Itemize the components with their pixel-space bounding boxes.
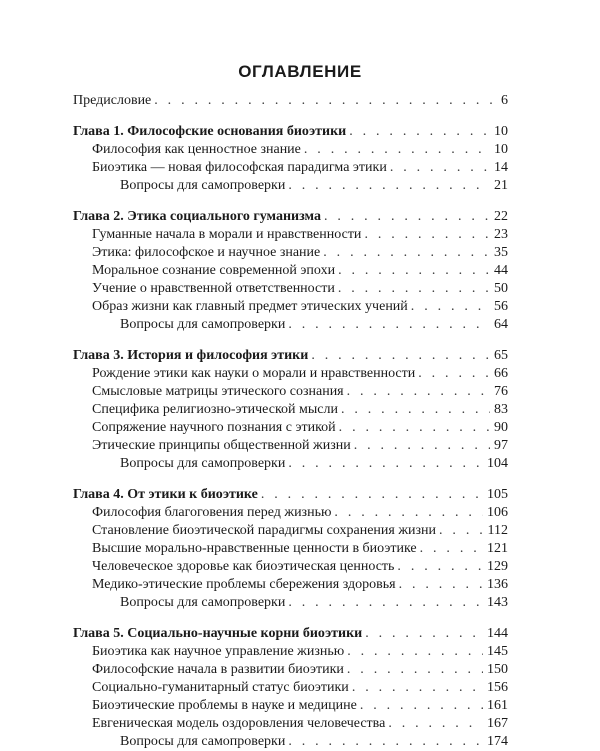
toc-entry-section[interactable] <box>92 365 508 383</box>
dot-leader <box>304 141 490 159</box>
dot-leader <box>154 92 497 110</box>
dot-leader <box>338 280 490 298</box>
entry-page: 50 <box>494 281 508 296</box>
entry-label: Образ жизни как главный предмет этических учений <box>92 299 408 314</box>
entry-label: Человеческое здоровье как биоэтическая ценность <box>92 559 395 574</box>
entry-label: Философские начала в развитии биоэтики <box>92 662 344 677</box>
entry-page: 167 <box>487 716 508 731</box>
entry-label: Этика: философское и научное знание <box>92 245 321 260</box>
toc-title: ОГЛАВЛЕНИЕ <box>238 62 362 81</box>
dot-leader <box>388 715 483 733</box>
entry-page: 65 <box>494 348 508 363</box>
entry-page: 106 <box>487 505 508 520</box>
toc-entry-section[interactable] <box>92 401 508 419</box>
entry-label: Сопряжение научного познания с этикой <box>92 420 336 435</box>
toc-entry-questions[interactable] <box>120 733 508 751</box>
toc-entry-section[interactable] <box>92 540 508 558</box>
entry-page: 35 <box>494 245 508 260</box>
toc-entry-section[interactable] <box>92 298 508 316</box>
dot-leader <box>311 347 490 365</box>
entry-label: Медико-этические проблемы сбережения здоровья <box>92 577 396 592</box>
toc-entry-section[interactable] <box>92 244 508 262</box>
toc-entry-chapter-4[interactable] <box>73 486 508 504</box>
entry-label: Высшие морально-нравственные ценности в биоэтике <box>92 541 417 556</box>
entry-page: 150 <box>487 662 508 677</box>
toc-entry-questions[interactable] <box>120 594 508 612</box>
toc-entry-questions[interactable] <box>120 177 508 195</box>
entry-label: Евгеническая модель оздоровления человечества <box>92 716 386 731</box>
toc-entry-section[interactable] <box>92 383 508 401</box>
entry-page: 14 <box>494 160 508 175</box>
entry-page: 144 <box>487 626 508 641</box>
entry-page: 64 <box>494 317 508 332</box>
entry-label: Глава 4. От этики к биоэтике <box>73 487 258 502</box>
entry-page: 66 <box>494 366 508 381</box>
toc-entry-section[interactable] <box>92 262 508 280</box>
toc-entry-chapter-1[interactable] <box>73 123 508 141</box>
dot-leader <box>390 159 490 177</box>
entry-page: 6 <box>501 93 508 108</box>
entry-page: 174 <box>487 734 508 749</box>
entry-label: Социально-гуманитарный статус биоэтики <box>92 680 349 695</box>
entry-label: Биоэтика как научное управление жизнью <box>92 644 345 659</box>
entry-label: Специфика религиозно-этической мысли <box>92 402 338 417</box>
toc-entry-section[interactable] <box>92 643 508 661</box>
dot-leader <box>347 383 490 401</box>
entry-label: Учение о нравственной ответственности <box>92 281 335 296</box>
toc-entry-preface[interactable] <box>73 92 508 110</box>
entry-label: Становление биоэтической парадигмы сохранения жизни <box>92 523 437 538</box>
dot-leader <box>334 504 483 522</box>
entry-label: Глава 3. История и философия этики <box>73 348 309 363</box>
toc-entry-section[interactable] <box>92 504 508 522</box>
entry-page: 44 <box>494 263 508 278</box>
entry-page: 21 <box>494 178 508 193</box>
entry-page: 23 <box>494 227 508 242</box>
entry-page: 97 <box>494 438 508 453</box>
toc-entry-section[interactable] <box>92 661 508 679</box>
entry-page: 136 <box>487 577 508 592</box>
entry-page: 105 <box>487 487 508 502</box>
toc-entry-section[interactable] <box>92 576 508 594</box>
entry-page: 129 <box>487 559 508 574</box>
dot-leader <box>397 558 483 576</box>
entry-page: 145 <box>487 644 508 659</box>
toc-entry-chapter-2[interactable] <box>73 208 508 226</box>
dot-leader <box>347 643 483 661</box>
entry-label: Глава 2. Этика социального гуманизма <box>73 209 321 224</box>
entry-page: 121 <box>487 541 508 556</box>
entry-label: Предисловие <box>73 93 152 108</box>
dot-leader <box>339 419 490 437</box>
entry-label: Глава 1. Философские основания биоэтики <box>73 124 347 139</box>
entry-page: 112 <box>487 523 508 538</box>
toc-entry-section[interactable] <box>92 522 508 540</box>
entry-label: Биоэтические проблемы в науке и медицине <box>92 698 357 713</box>
entry-page: 156 <box>487 680 508 695</box>
toc-entry-section[interactable] <box>92 697 508 715</box>
entry-page: 22 <box>494 209 508 224</box>
dot-leader <box>354 437 490 455</box>
entry-label: Этические принципы общественной жизни <box>92 438 351 453</box>
dot-leader <box>349 123 490 141</box>
dot-leader <box>261 486 483 504</box>
entry-page: 161 <box>487 698 508 713</box>
toc-entry-chapter-3[interactable] <box>73 347 508 365</box>
entry-page: 83 <box>494 402 508 417</box>
dot-leader <box>288 177 490 195</box>
dot-leader <box>365 625 483 643</box>
dot-leader <box>288 594 483 612</box>
entry-label: Философия как ценностное знание <box>92 142 301 157</box>
entry-page: 143 <box>487 595 508 610</box>
dot-leader <box>411 298 490 316</box>
entry-page: 90 <box>494 420 508 435</box>
dot-leader <box>288 733 483 751</box>
toc-entry-section[interactable] <box>92 715 508 733</box>
entry-label: Биоэтика — новая философская парадигма этики <box>92 160 387 175</box>
toc-entry-section[interactable] <box>92 280 508 298</box>
entry-label: Моральное сознание современной эпохи <box>92 263 336 278</box>
toc-entry-chapter-5[interactable] <box>73 625 508 643</box>
toc-entry-section[interactable] <box>92 437 508 455</box>
toc-entry-questions[interactable] <box>120 316 508 334</box>
dot-leader <box>341 401 490 419</box>
dot-leader <box>288 316 490 334</box>
dot-leader <box>418 365 490 383</box>
toc-entry-section[interactable] <box>92 679 508 697</box>
toc-entry-questions[interactable] <box>120 455 508 473</box>
entry-page: 10 <box>494 124 508 139</box>
entry-label: Рождение этики как науки о морали и нравственности <box>92 366 416 381</box>
entry-label: Вопросы для самопроверки <box>120 317 286 332</box>
dot-leader <box>360 697 483 715</box>
entry-label: Философия благоговения перед жизнью <box>92 505 332 520</box>
toc-entry-section[interactable] <box>92 226 508 244</box>
dot-leader <box>338 262 490 280</box>
toc-entry-section[interactable] <box>92 558 508 576</box>
toc-entry-section[interactable] <box>92 419 508 437</box>
dot-leader <box>420 540 483 558</box>
dot-leader <box>399 576 483 594</box>
dot-leader <box>323 244 490 262</box>
entry-page: 56 <box>494 299 508 314</box>
dot-leader <box>288 455 483 473</box>
toc-entry-section[interactable] <box>92 159 508 177</box>
entry-page: 104 <box>487 456 508 471</box>
entry-label: Глава 5. Социально-научные корни биоэтики <box>73 626 363 641</box>
entry-label: Вопросы для самопроверки <box>120 595 286 610</box>
dot-leader <box>364 226 490 244</box>
entry-label: Смысловые матрицы этического сознания <box>92 384 344 399</box>
entry-label: Вопросы для самопроверки <box>120 734 286 749</box>
dot-leader <box>439 522 483 540</box>
entry-page: 10 <box>494 142 508 157</box>
entry-label: Вопросы для самопроверки <box>120 456 286 471</box>
dot-leader <box>352 679 483 697</box>
dot-leader <box>347 661 483 679</box>
entry-label: Гуманные начала в морали и нравственности <box>92 227 362 242</box>
entry-label: Вопросы для самопроверки <box>120 178 286 193</box>
toc-entry-section[interactable] <box>92 141 508 159</box>
dot-leader <box>324 208 490 226</box>
entry-page: 76 <box>494 384 508 399</box>
